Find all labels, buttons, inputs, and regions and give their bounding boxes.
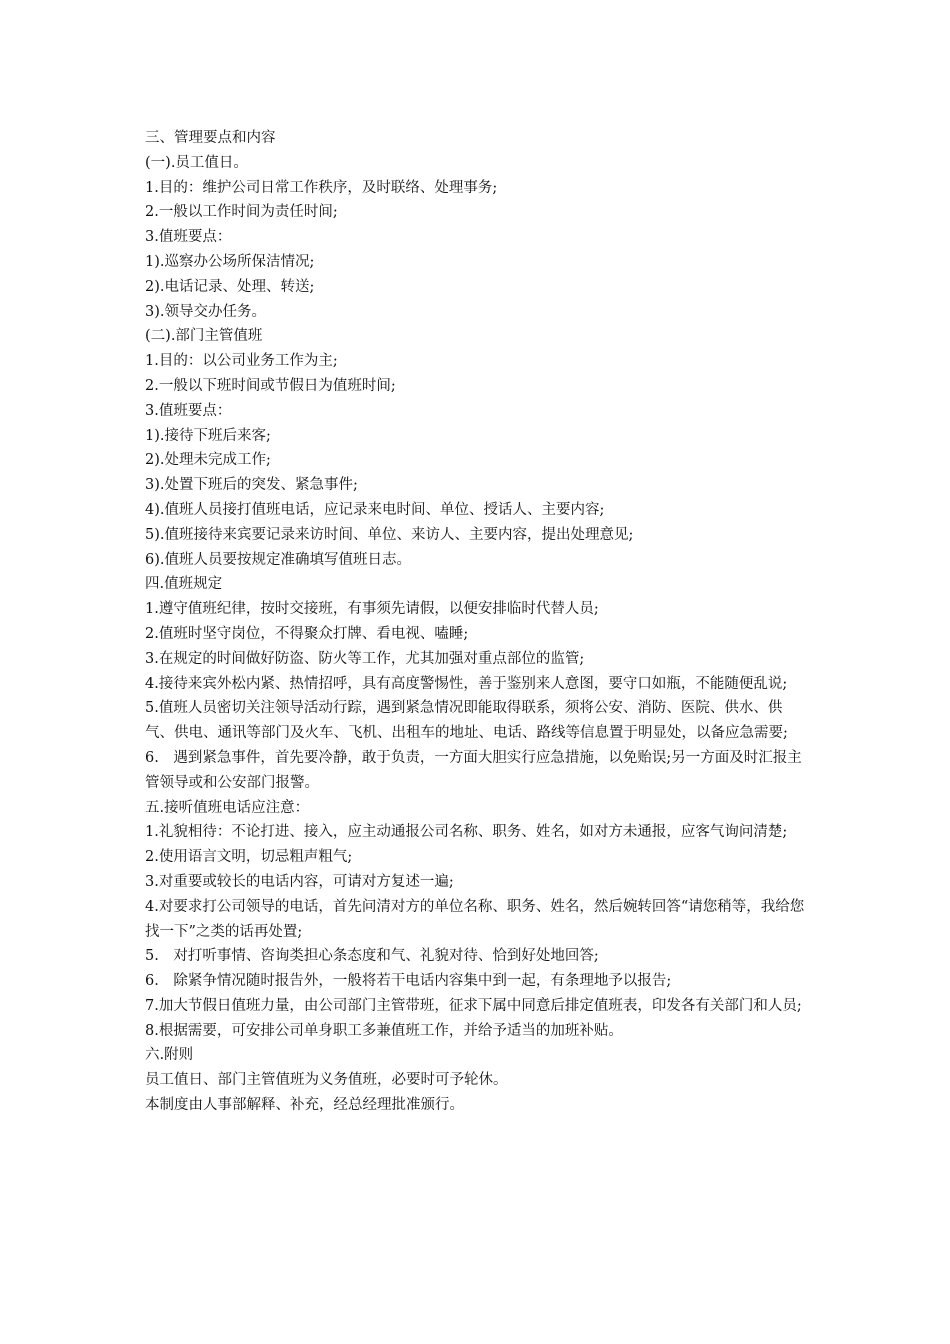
paragraph: 员工值日、部门主管值班为义务值班，必要时可予轮休。 xyxy=(145,1072,508,1089)
paragraph: 2.使用语言文明，切忌粗声粗气; xyxy=(145,849,353,866)
paragraph: 5. 对打听事情、咨询类担心条态度和气、礼貌对待、恰到好处地回答; xyxy=(145,948,599,965)
section-heading: 四.值班规定 xyxy=(145,576,223,593)
paragraph: 2.一般以工作时间为责任时间; xyxy=(145,204,338,221)
paragraph: 4.接待来宾外松内紧、热情招呼，具有高度警惕性，善于鉴别来人意图，要守口如瓶，不能随便乱说; xyxy=(145,675,788,692)
paragraph: 1).巡察办公场所保洁情况; xyxy=(145,253,315,270)
paragraph: 3).领导交办任务。 xyxy=(145,303,266,320)
paragraph: 1.目的：维护公司日常工作秩序，及时联络、处理事务; xyxy=(145,179,498,196)
paragraph: 6. 除紧争情况随时报告外，一般将若干电话内容集中到一起，有条理地予以报告; xyxy=(145,973,672,990)
paragraph: 1).接待下班后来客; xyxy=(145,427,271,444)
paragraph: 3).处置下班后的突发、紧急事件; xyxy=(145,477,358,494)
paragraph: 2.一般以下班时间或节假日为值班时间; xyxy=(145,377,396,394)
subsection-heading: (一).员工值日。 xyxy=(145,154,248,171)
paragraph: 本制度由人事部解释、补充，经总经理批准颁行。 xyxy=(145,1097,464,1114)
paragraph: 2.值班时坚守岗位，不得聚众打牌、看电视、嗑睡; xyxy=(145,625,469,642)
paragraph: 2).电话记录、处理、转送; xyxy=(145,278,315,295)
section-heading: 三、管理要点和内容 xyxy=(145,130,276,146)
paragraph: 1.礼貌相待：不论打进、接入，应主动通报公司名称、职务、姓名，如对方未通报，应客气询问清楚; xyxy=(145,824,788,841)
paragraph: 3.值班要点： xyxy=(145,229,232,246)
paragraph: 5).值班接待来宾要记录来访时间、单位、来访人、主要内容，提出处理意见; xyxy=(145,526,634,543)
subsection-heading: (二).部门主管值班 xyxy=(145,328,263,345)
paragraph: 2).处理未完成工作; xyxy=(145,452,271,469)
paragraph: 6).值班人员要按规定准确填写值班日志。 xyxy=(145,551,411,568)
paragraph: 4).值班人员接打值班电话，应记录来电时间、单位、授话人、主要内容; xyxy=(145,501,605,518)
paragraph: 1.目的：以公司业务工作为主; xyxy=(145,353,338,370)
document-body xyxy=(145,126,805,1118)
paragraph: 1.遵守值班纪律，按时交接班，有事须先请假，以便安排临时代替人员; xyxy=(145,601,599,618)
section-heading: 五.接听值班电话应注意： xyxy=(145,799,310,816)
section-heading: 六.附则 xyxy=(145,1047,194,1064)
paragraph: 6. 遇到紧急事件，首先要冷静，敢于负责，一方面大胆实行应急措施，以免贻误;另一方面及时汇报主管领导或和公安部门报警。 xyxy=(145,749,802,791)
paragraph: 4.对要求打公司领导的电话，首先问清对方的单位名称、职务、姓名，然后婉转回答“请您稍等，我给您找一下”之类的话再处置; xyxy=(145,898,805,940)
paragraph: 7.加大节假日值班力量，由公司部门主管带班，征求下属中同意后排定值班表，印发各有关部门和人员; xyxy=(145,997,802,1014)
paragraph: 8.根据需要，可安排公司单身职工多兼值班工作，并给予适当的加班补贴。 xyxy=(145,1022,623,1039)
paragraph: 3.在规定的时间做好防盗、防火等工作，尤其加强对重点部位的监管; xyxy=(145,650,585,667)
paragraph: 3.对重要或较长的电话内容，可请对方复述一遍; xyxy=(145,873,454,890)
paragraph: 3.值班要点： xyxy=(145,402,232,419)
paragraph: 5.值班人员密切关注领导活动行踪，遇到紧急情况即能取得联系，须将公安、消防、医院、供水、供气、供电、通讯等部门及火车、飞机、出租车的地址、电话、路线等信息置于明显处，以备应急需要; xyxy=(145,700,788,742)
